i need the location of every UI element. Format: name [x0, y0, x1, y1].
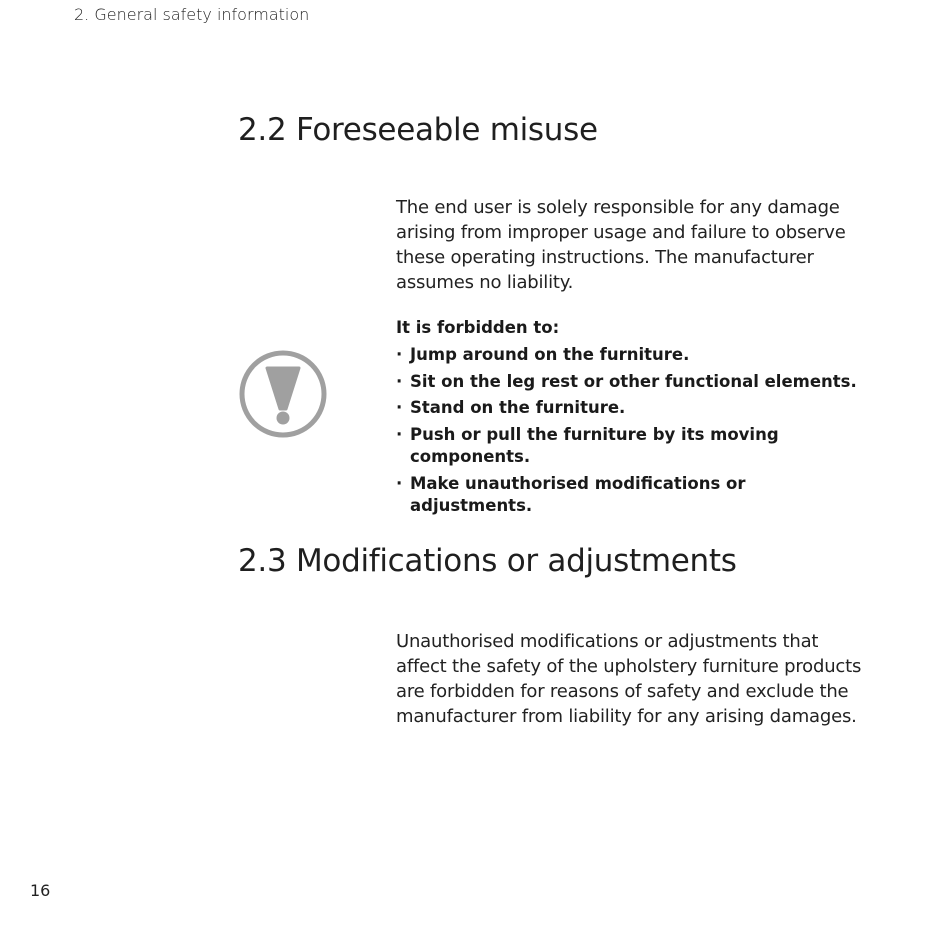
forbidden-list: [396, 344, 866, 522]
list-item-text: Push or pull the furniture by its moving components.: [410, 424, 779, 466]
list-item: [396, 424, 866, 469]
list-item-text: Stand on the furniture.: [410, 398, 626, 417]
list-item: [396, 397, 866, 420]
list-item-text: Make unauthorised modifications or adjustments.: [410, 473, 746, 515]
list-item: [396, 473, 866, 518]
exclamation-warning-icon: [238, 349, 330, 441]
bullet: ·: [396, 398, 403, 417]
bullet: ·: [396, 371, 403, 391]
list-item: [396, 371, 866, 394]
list-item-text: Jump around on the furniture.: [410, 345, 690, 364]
list-item-text: Sit on the leg rest or other functional elements.: [410, 371, 857, 391]
section-title-foreseeable-misuse: 2.2 Foreseeable misuse: [238, 112, 598, 148]
liability-paragraph: The end user is solely responsible for any damage arising from improper usage and failure to observe these operating instructions. The manufacturer assumes no liability.: [396, 197, 846, 293]
forbidden-heading: It is forbidden to:: [396, 318, 560, 337]
bullet: ·: [396, 473, 403, 493]
bullet: ·: [396, 424, 403, 444]
section-title-modifications: 2.3 Modifications or adjustments: [238, 543, 737, 579]
list-item: [396, 344, 866, 367]
page-number: 16: [30, 881, 51, 900]
running-header: 2. General safety information: [74, 5, 310, 24]
modifications-paragraph: Unauthorised modifications or adjustments that affect the safety of the upholstery furniture products are forbidden for reasons of safety and exclude the manufacturer from liability for any arising damages.: [396, 631, 862, 727]
bullet: ·: [396, 345, 403, 364]
